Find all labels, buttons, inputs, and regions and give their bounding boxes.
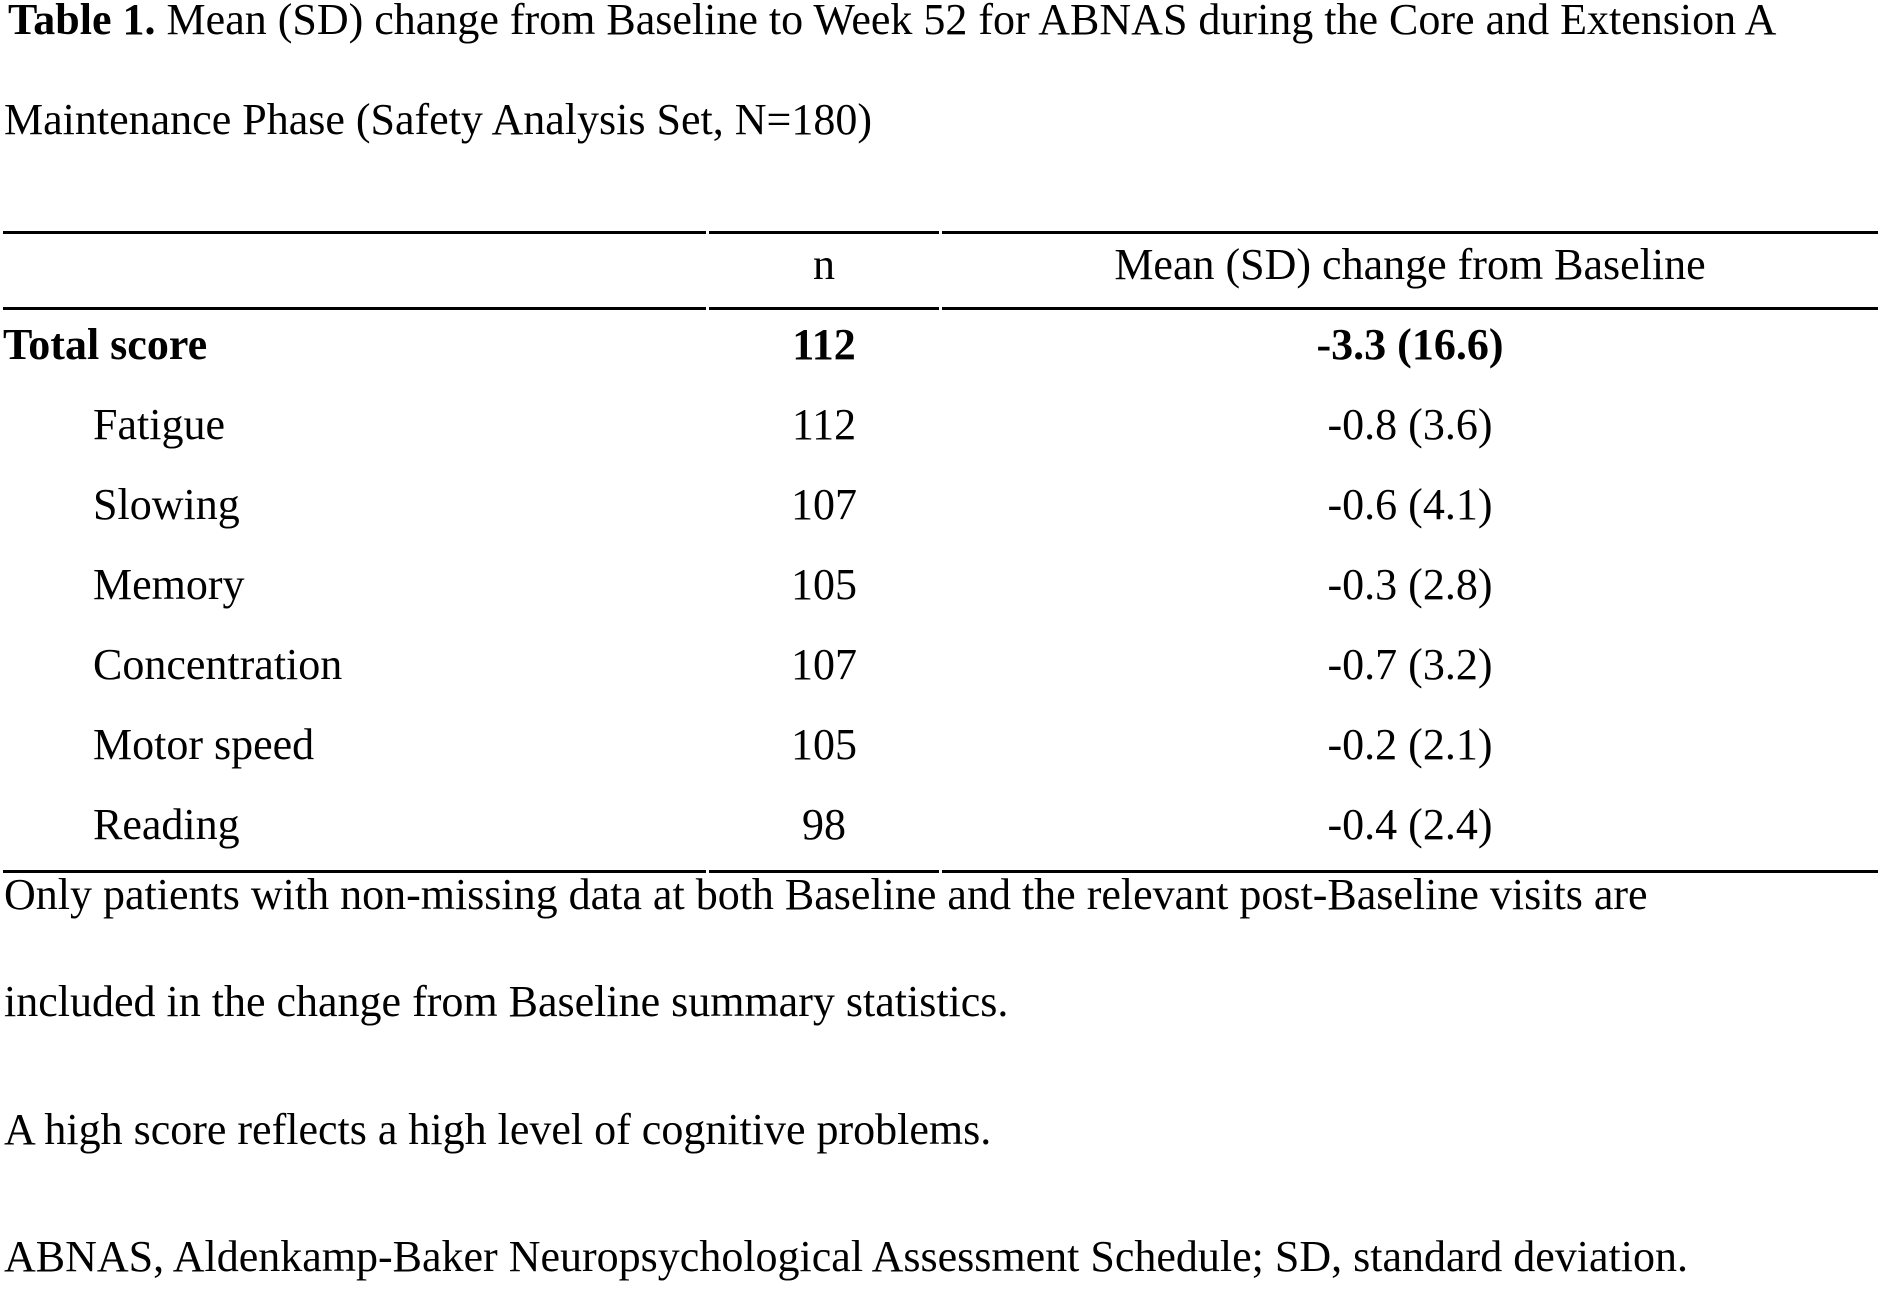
n-cell: 98 <box>709 790 939 873</box>
n-cell: 107 <box>791 639 857 689</box>
row-label-cell: Motor speed <box>93 719 315 769</box>
n-cell: 105 <box>791 719 857 769</box>
mean-change-cell: -0.7 (3.2) <box>1327 639 1493 689</box>
header-row <box>3 231 1878 310</box>
n-cell: 112 <box>792 319 856 369</box>
table-row <box>3 790 1878 873</box>
table-row <box>3 550 1878 630</box>
mean-change-cell: -0.6 (4.1) <box>1327 479 1493 529</box>
table-row <box>3 710 1878 790</box>
table-row <box>3 630 1878 710</box>
row-label-cell: Total score <box>3 319 208 369</box>
mean-change-cell: -0.2 (2.1) <box>1327 719 1493 769</box>
n-cell: 105 <box>791 559 857 609</box>
mean-change-cell: -3.3 (16.6) <box>1316 319 1504 369</box>
table-title-label: Table 1. <box>8 0 156 44</box>
table-row <box>3 470 1878 550</box>
row-label-cell: Memory <box>93 559 245 609</box>
footnote-nonmissing-line2: included in the change from Baseline summary statistics. <box>4 977 1009 1026</box>
mean-change-cell: -0.8 (3.6) <box>1327 399 1493 449</box>
table-title-line1 <box>8 0 1776 46</box>
mean-change-cell: -0.3 (2.8) <box>1327 559 1493 609</box>
row-label-cell: Fatigue <box>93 399 225 449</box>
abnas-table <box>0 231 1881 873</box>
footnote-abbreviations: ABNAS, Aldenkamp-Baker Neuropsychological Assessment Schedule; SD, standard deviation. <box>4 1232 1688 1281</box>
column-header-n: n <box>709 231 939 310</box>
row-label-cell: Concentration <box>93 639 343 689</box>
footnote-nonmissing-line1: Only patients with non-missing data at both Baseline and the relevant post-Baseline visits are <box>4 870 1648 919</box>
mean-change-cell: -0.4 (2.4) <box>942 790 1878 873</box>
footnote-high-score: A high score reflects a high level of cognitive problems. <box>4 1105 992 1154</box>
n-cell: 107 <box>791 479 857 529</box>
column-header-mean-change: Mean (SD) change from Baseline <box>942 231 1878 310</box>
row-label-cell: Reading <box>3 790 706 873</box>
column-header-measure <box>3 231 706 310</box>
n-cell: 112 <box>791 399 857 449</box>
table-title-line2: Maintenance Phase (Safety Analysis Set, N=180) <box>4 95 872 144</box>
table-row <box>3 390 1878 470</box>
row-label-cell: Slowing <box>93 479 240 529</box>
table-row <box>3 310 1878 390</box>
table-title-text: Mean (SD) change from Baseline to Week 52 for ABNAS during the Core and Extension A <box>155 0 1777 44</box>
